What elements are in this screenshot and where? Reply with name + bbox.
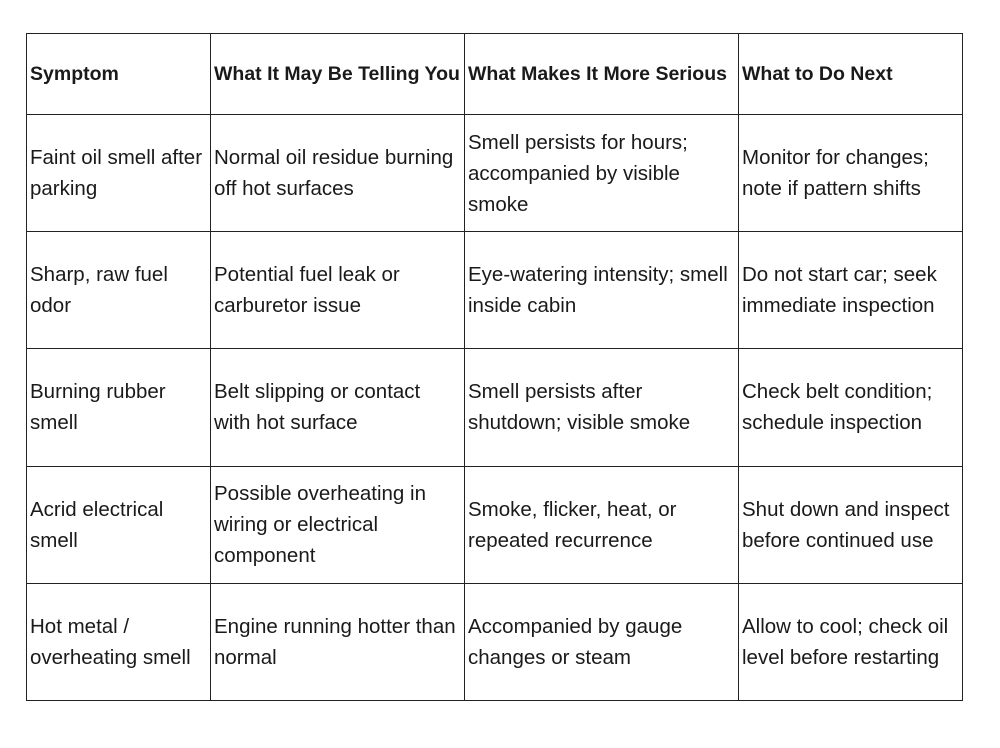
table-row	[27, 583, 963, 700]
cell-next-step: Check belt condition; schedule inspection	[739, 349, 963, 466]
header-next-step: What to Do Next	[739, 34, 963, 115]
table-row	[27, 232, 963, 349]
cell-meaning: Normal oil residue burning off hot surfaces	[211, 115, 465, 232]
cell-severity: Smell persists after shutdown; visible smoke	[465, 349, 739, 466]
cell-symptom: Faint oil smell after parking	[27, 115, 211, 232]
symptom-table	[26, 33, 963, 701]
header-meaning: What It May Be Telling You	[211, 34, 465, 115]
cell-next-step: Do not start car; seek immediate inspection	[739, 232, 963, 349]
table-header	[27, 34, 963, 115]
header-severity: What Makes It More Serious	[465, 34, 739, 115]
cell-meaning: Belt slipping or contact with hot surface	[211, 349, 465, 466]
cell-severity: Eye-watering intensity; smell inside cabin	[465, 232, 739, 349]
table-row	[27, 466, 963, 583]
table-body	[27, 115, 963, 701]
cell-severity: Smoke, flicker, heat, or repeated recurrence	[465, 466, 739, 583]
cell-meaning: Potential fuel leak or carburetor issue	[211, 232, 465, 349]
cell-severity: Accompanied by gauge changes or steam	[465, 583, 739, 700]
header-symptom: Symptom	[27, 34, 211, 115]
table-row	[27, 115, 963, 232]
cell-next-step: Allow to cool; check oil level before restarting	[739, 583, 963, 700]
cell-severity: Smell persists for hours; accompanied by visible smoke	[465, 115, 739, 232]
table-row	[27, 349, 963, 466]
cell-next-step: Shut down and inspect before continued use	[739, 466, 963, 583]
cell-next-step: Monitor for changes; note if pattern shifts	[739, 115, 963, 232]
cell-symptom: Hot metal / overheating smell	[27, 583, 211, 700]
cell-meaning: Engine running hotter than normal	[211, 583, 465, 700]
cell-symptom: Sharp, raw fuel odor	[27, 232, 211, 349]
cell-symptom: Burning rubber smell	[27, 349, 211, 466]
cell-meaning: Possible overheating in wiring or electrical component	[211, 466, 465, 583]
cell-symptom: Acrid electrical smell	[27, 466, 211, 583]
header-row	[27, 34, 963, 115]
